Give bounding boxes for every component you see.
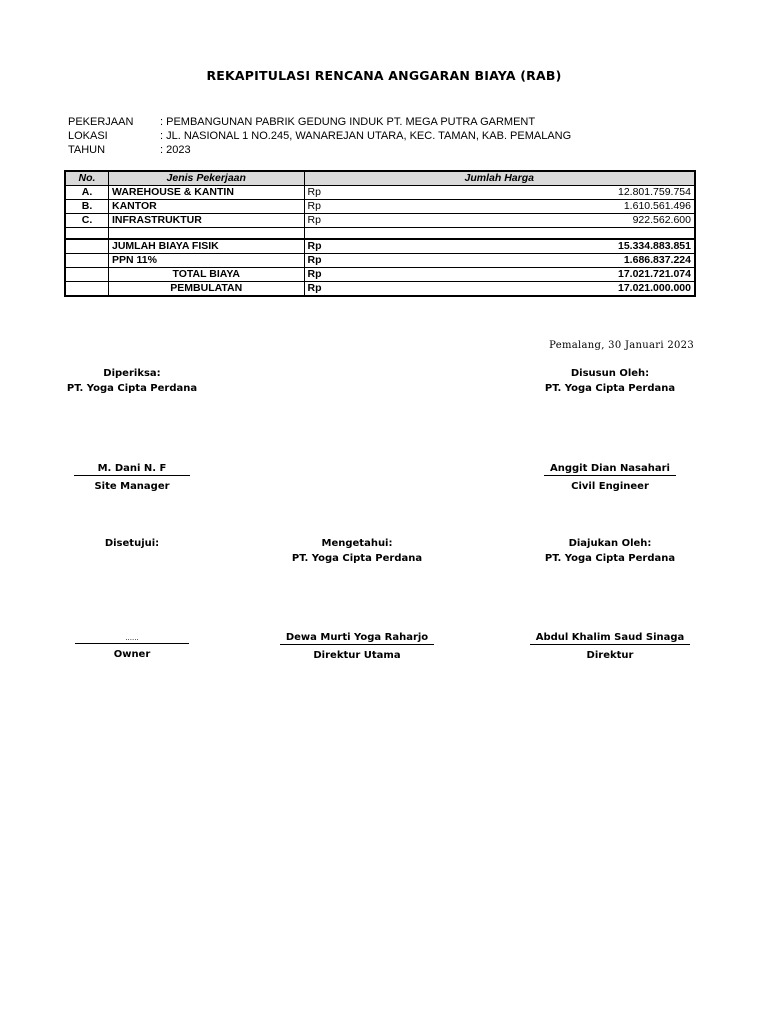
summary-currency: Rp [304,282,500,297]
sig-name: Dewa Murti Yoga Raharjo [280,632,434,645]
header-jumlah-harga: Jumlah Harga [304,171,695,186]
summary-row-jumlah-biaya-fisik [65,239,695,254]
summary-name: PPN 11% [109,254,305,268]
row-value: 1.610.561.496 [500,200,696,214]
sig-company: PT. Yoga Cipta Perdana [544,383,676,394]
info-row-tahun [68,144,191,156]
summary-currency: Rp [304,239,500,254]
header-no: No. [65,171,109,186]
signature-block-disetujui [42,538,222,549]
summary-name: JUMLAH BIAYA FISIK [109,239,305,254]
info-value: : 2023 [160,144,191,156]
sig-role: Mengetahui: [321,538,393,549]
summary-row-ppn [65,254,695,268]
summary-value: 1.686.837.224 [500,254,696,268]
sig-name: Abdul Khalim Saud Sinaga [530,632,691,645]
summary-currency: Rp [304,254,500,268]
summary-value: 15.334.883.851 [500,239,696,254]
row-value: 12.801.759.754 [500,186,696,200]
signature-name-disetujui [42,632,222,660]
place-date: Pemalang, 30 Januari 2023 [549,340,694,351]
info-value: : PEMBANGUNAN PABRIK GEDUNG INDUK PT. MEGA PUTRA GARMENT [160,116,536,128]
row-currency: Rp [304,186,500,200]
summary-currency: Rp [304,268,500,282]
signature-block-disusun [520,368,700,394]
sig-company: PT. Yoga Cipta Perdana [544,553,676,564]
sig-role: Disetujui: [104,538,160,549]
sig-position: Direktur [586,650,634,661]
sig-name: Anggit Dian Nasahari [544,463,676,476]
table-row [65,186,695,200]
signature-name-diperiksa [42,463,222,492]
signature-block-diperiksa [42,368,222,394]
signature-name-disusun [520,463,700,492]
sig-company: PT. Yoga Cipta Perdana [291,553,423,564]
summary-name: TOTAL BIAYA [109,268,305,282]
table-blank-row [65,228,695,240]
summary-value: 17.021.000.000 [500,282,696,297]
signature-name-mengetahui [267,632,447,661]
sig-position: Direktur Utama [313,650,401,661]
row-name: KANTOR [109,200,305,214]
row-no: B. [65,200,109,214]
sig-name: M. Dani N. F [74,463,191,476]
summary-value: 17.021.721.074 [500,268,696,282]
header-jenis-pekerjaan: Jenis Pekerjaan [109,171,305,186]
signature-block-diajukan [520,538,700,564]
sig-role: Disusun Oleh: [570,368,650,379]
summary-row-pembulatan [65,282,695,297]
summary-row-total-biaya [65,268,695,282]
sig-position: Owner [113,649,151,660]
document-title: REKAPITULASI RENCANA ANGGARAN BIAYA (RAB) [206,68,562,83]
info-value: : JL. NASIONAL 1 NO.245, WANAREJAN UTARA, KEC. TAMAN, KAB. PEMALANG [160,130,572,142]
row-currency: Rp [304,200,500,214]
table-row [65,200,695,214]
row-name: INFRASTRUKTUR [109,214,305,228]
row-value: 922.562.600 [500,214,696,228]
info-row-lokasi [68,130,571,142]
signature-block-mengetahui [267,538,447,564]
info-row-pekerjaan [68,116,535,128]
sig-name: ...... [75,634,188,644]
sig-role: Diajukan Oleh: [568,538,652,549]
row-currency: Rp [304,214,500,228]
rab-table [64,170,696,297]
info-label: TAHUN [68,144,106,156]
info-label: LOKASI [68,130,108,142]
sig-position: Civil Engineer [571,481,649,492]
sig-position: Site Manager [94,481,170,492]
table-header-row [65,171,695,186]
sig-company: PT. Yoga Cipta Perdana [66,383,198,394]
table-row [65,214,695,228]
signature-name-diajukan [520,632,700,661]
summary-name: PEMBULATAN [109,282,305,297]
sig-role: Diperiksa: [103,368,161,379]
row-no: A. [65,186,109,200]
info-label: PEKERJAAN [68,116,134,128]
row-no: C. [65,214,109,228]
row-name: WAREHOUSE & KANTIN [109,186,305,200]
